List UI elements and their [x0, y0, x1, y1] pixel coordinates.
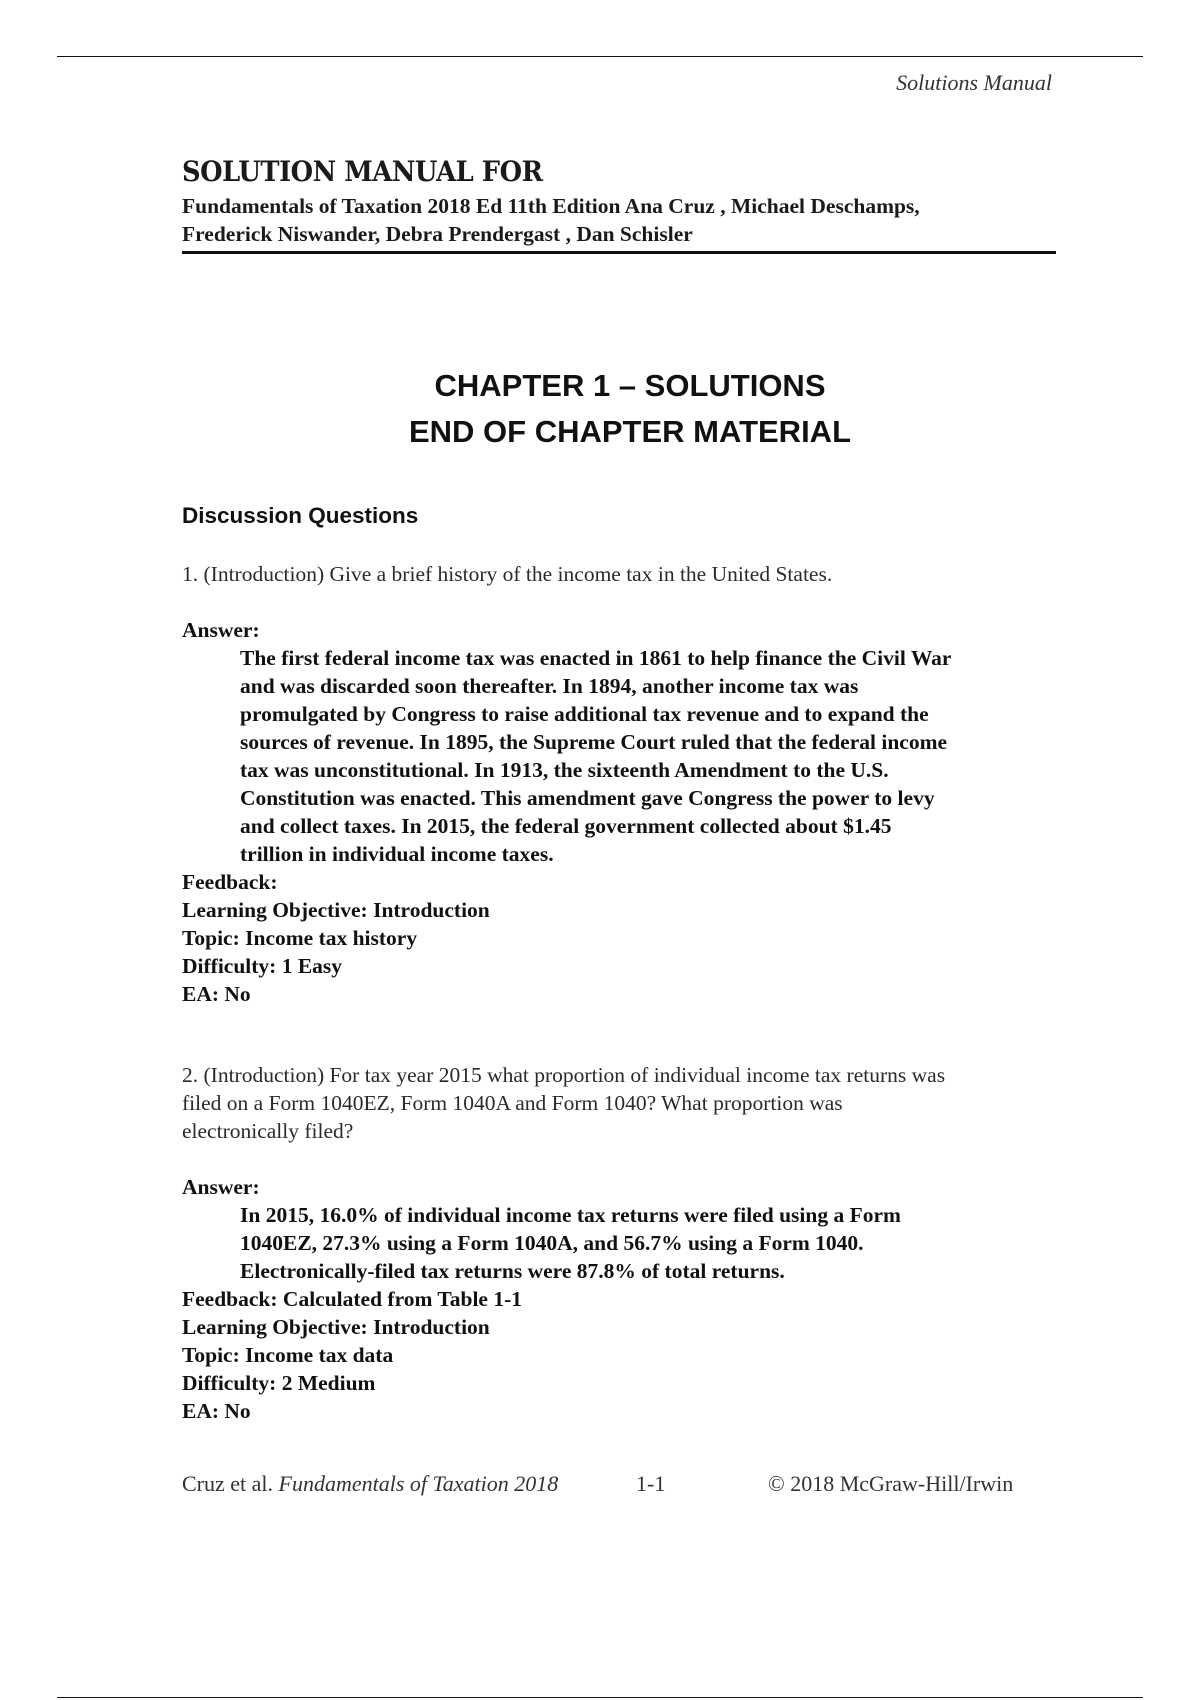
question-2-prompt-line: electronically filed?: [182, 1119, 354, 1143]
answer-body: [182, 644, 1062, 868]
footer-authors: Cruz et al.: [182, 1471, 274, 1496]
answer-line: trillion in individual income taxes.: [240, 842, 554, 866]
learning-objective: Learning Objective: Introduction: [182, 898, 490, 922]
footer-page-number: 1-1: [636, 1471, 666, 1496]
answer-line: Constitution was enacted. This amendment gave Congress the power to levy: [240, 786, 935, 810]
feedback: Feedback:: [182, 870, 278, 894]
ea: EA: No: [182, 1399, 251, 1423]
footer-citation: [182, 1471, 558, 1497]
answer-line: Electronically-filed tax returns were 87.8% of total returns.: [240, 1259, 785, 1283]
ea: EA: No: [182, 982, 251, 1006]
question-2-prompt: [182, 1061, 1062, 1145]
book-line-1: Fundamentals of Taxation 2018 Ed 11th Edition Ana Cruz , Michael Deschamps,: [182, 194, 920, 218]
topic: Topic: Income tax data: [182, 1343, 394, 1367]
answer-label: Answer:: [182, 618, 260, 642]
answer-line: and collect taxes. In 2015, the federal government collected about $1.45: [240, 814, 892, 838]
answer-line: The first federal income tax was enacted in 1861 to help finance the Civil War: [240, 646, 952, 670]
footer-copyright: © 2018 McGraw-Hill/Irwin: [768, 1471, 1014, 1496]
chapter-heading-line-2: END OF CHAPTER MATERIAL: [408, 414, 852, 449]
footer-book-title: Fundamentals of Taxation 2018: [278, 1471, 559, 1496]
question-2-prompt-line: 2. (Introduction) For tax year 2015 what proportion of individual income tax returns was: [182, 1063, 946, 1087]
question-2-answer-block: [182, 1173, 1062, 1425]
answer-line: and was discarded soon thereafter. In 1894, another income tax was: [240, 674, 859, 698]
difficulty: Difficulty: 1 Easy: [182, 954, 343, 978]
book-line-2: Frederick Niswander, Debra Prendergast , Dan Schisler: [182, 222, 693, 246]
answer-line: tax was unconstitutional. In 1913, the sixteenth Amendment to the U.S.: [240, 758, 889, 782]
chapter-heading: [0, 363, 1200, 455]
top-rule: [57, 56, 1143, 57]
learning-objective: Learning Objective: Introduction: [182, 1315, 490, 1339]
section-heading: Discussion Questions: [182, 503, 419, 528]
question-2-prompt-line: filed on a Form 1040EZ, Form 1040A and Form 1040? What proportion was: [182, 1091, 843, 1115]
answer-line: promulgated by Congress to raise additional tax revenue and to expand the: [240, 702, 929, 726]
answer-line: In 2015, 16.0% of individual income tax returns were filed using a Form: [240, 1203, 901, 1227]
document-header: [182, 152, 1056, 254]
topic: Topic: Income tax history: [182, 926, 418, 950]
chapter-heading-line-1: CHAPTER 1 – SOLUTIONS: [434, 368, 826, 403]
answer-line: 1040EZ, 27.3% using a Form 1040A, and 56.7% using a Form 1040.: [240, 1231, 864, 1255]
question-1-answer-block: [182, 616, 1062, 1008]
feedback: Feedback: Calculated from Table 1-1: [182, 1287, 523, 1311]
difficulty: Difficulty: 2 Medium: [182, 1371, 376, 1395]
answer-body: [182, 1201, 1062, 1285]
answer-label: Answer:: [182, 1175, 260, 1199]
bottom-rule: [57, 1697, 1143, 1698]
running-head: Solutions Manual: [896, 70, 1052, 95]
question-1-prompt: 1. (Introduction) Give a brief history of the income tax in the United States.: [182, 562, 833, 586]
manual-title: SOLUTION MANUAL FOR: [182, 155, 543, 188]
answer-line: sources of revenue. In 1895, the Supreme Court ruled that the federal income: [240, 730, 948, 754]
